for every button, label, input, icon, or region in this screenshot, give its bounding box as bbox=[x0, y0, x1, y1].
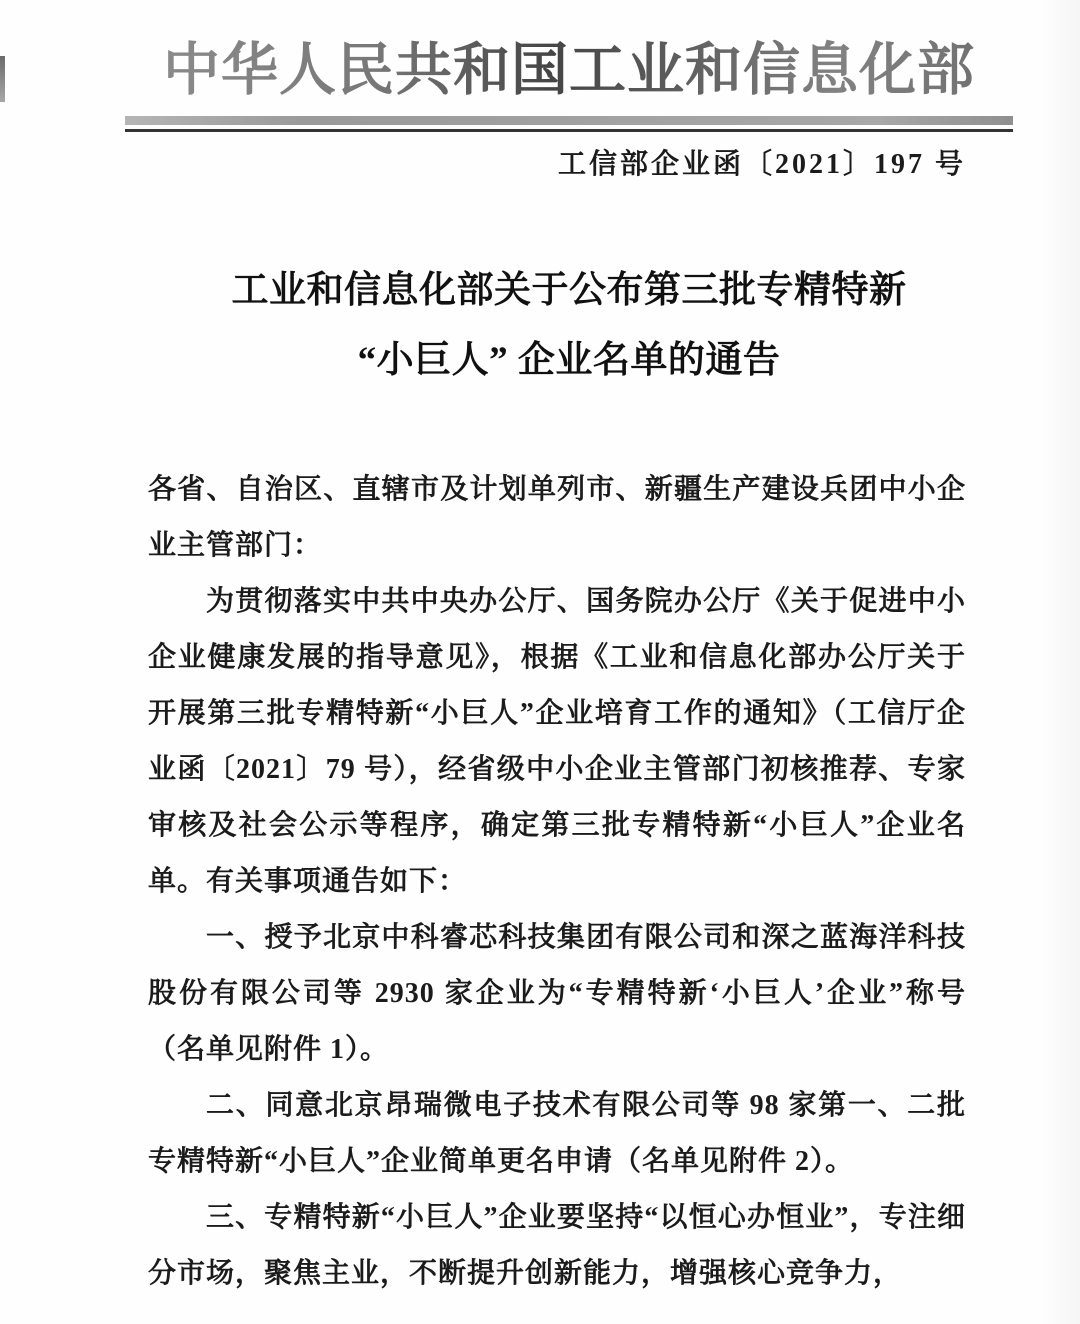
scan-artifact bbox=[0, 56, 5, 102]
letterhead-title: 中华人民共和国工业和信息化部 bbox=[125, 33, 1013, 108]
document-reference-number: 工信部企业函〔2021〕197 号 bbox=[557, 149, 966, 180]
body-paragraph-item3: 三、专精特新“小巨人”企业要坚持“以恒心办恒业”，专注细分市场，聚焦主业，不断提升创新能力，增强核心竞争力， bbox=[148, 1202, 966, 1289]
body-paragraph-item1: 一、授予北京中科睿芯科技集团有限公司和深之蓝海洋科技股份有限公司等 2930 家企业为“专精特新‘小巨人’企业”称号（名单见附件 1）。 bbox=[148, 922, 966, 1065]
salutation-paragraph: 各省、自治区、直辖市及计划单列市、新疆生产建设兵团中小企业主管部门： bbox=[148, 474, 966, 561]
letterhead-divider-thin bbox=[125, 129, 1013, 132]
notice-title-line2: “小巨人” 企业名单的通告 bbox=[357, 340, 781, 381]
letterhead-divider-thick bbox=[125, 116, 1013, 125]
body-paragraph-item2: 二、同意北京昂瑞微电子技术有限公司等 98 家第一、二批专精特新“小巨人”企业简单更名申请（名单见附件 2）。 bbox=[148, 1090, 966, 1177]
notice-body bbox=[148, 462, 966, 1302]
document-body-column bbox=[148, 148, 966, 1302]
body-paragraph-preamble: 为贯彻落实中共中央办公厅、国务院办公厅《关于促进中小企业健康发展的指导意见》，根据《工业和信息化部办公厅关于开展第三批专精特新“小巨人”企业培育工作的通知》（工信厅企业函〔2021〕79 号），经省级中小企业主管部门初核推荐、专家审核及社会公示等程序，确定第三批专精特新“小巨人”企业名单。有关事项通告如下： bbox=[148, 586, 966, 897]
notice-title-line1: 工业和信息化部关于公布第三批专精特新 bbox=[231, 270, 907, 311]
notice-title bbox=[160, 256, 978, 396]
